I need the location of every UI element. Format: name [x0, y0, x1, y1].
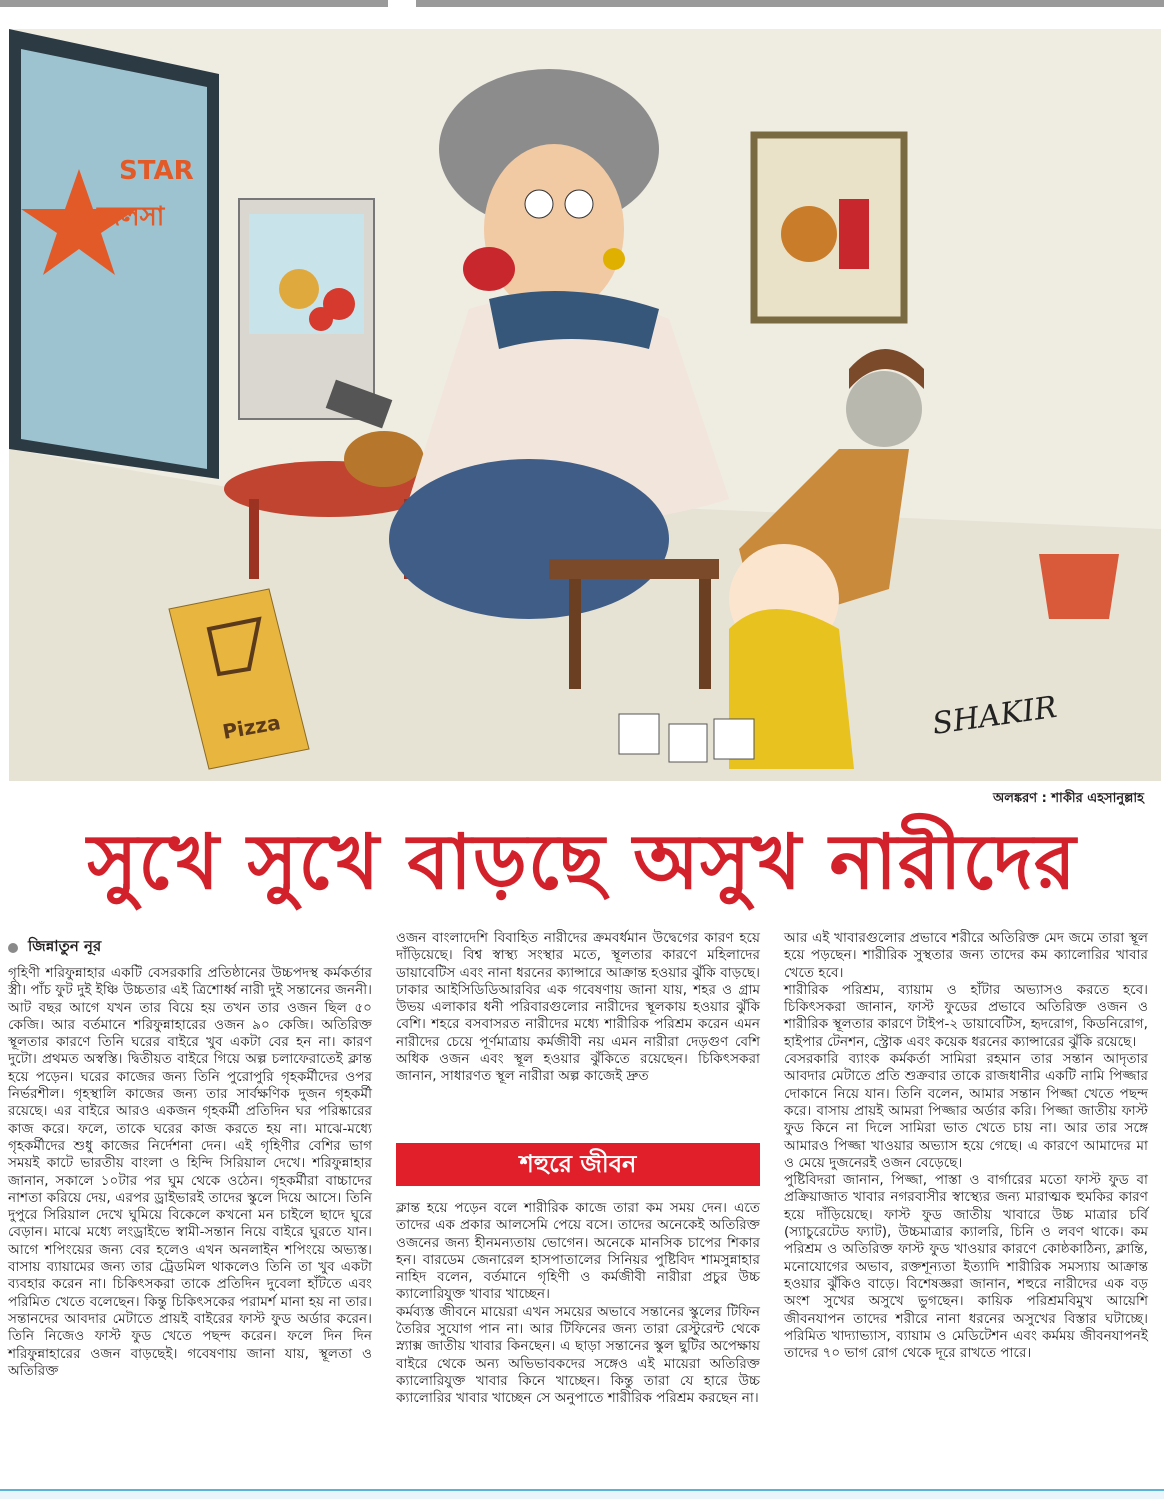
paragraph: শারীরিক পরিশ্রম, ব্যায়াম ও হাঁটার অভ্যাসও করতে হবে। চিকিৎসকরা জানান, ফাস্ট ফুডের প্রভাবে অতিরিক্ত ওজন ও শারীরিক স্থূলতার কারণে টাইপ-২ ডায়াবেটিস, হৃদরোগ, কিডনিরোগ, হাইপার টেনশন, স্ট্রোক এবং কয়েক ধরনের ক্যান্সারের ঝুঁকি রয়েছে। [784, 981, 1148, 1050]
subhead: শহুরে জীবন [396, 1143, 760, 1186]
illustration-credit: অলঙ্করণ : শাকীর এহসানুল্লাহ [993, 791, 1144, 806]
paragraph: আর এই খাবারগুলোর প্রভাবে শরীরে অতিরিক্ত মেদ জমে তারা স্থূল হয়ে পড়ছেন। শারীরিক সুস্থতার জন্য তাদের কম ক্যালোরির খাবার খেতে হবে। [784, 930, 1148, 981]
paragraph: গৃহিণী শরিফুন্নাহার একটি বেসরকারি প্রতিষ্ঠানের উচ্চপদস্থ কর্মকর্তার স্ত্রী। পাঁচ ফুট দুই ইঞ্চি উচ্চতার এই ত্রিশোর্ধ্ব নারী দুই সন্তানের জননী। আট বছর আগে যখন তার বিয়ে হয় তখন তার ওজন ছিল ৫০ কেজি। আর বর্তমানে শরিফুন্নাহারের ওজন ৯০ কেজি। অতিরিক্ত স্থূলতার কারণে তিনি ঘরের বাইরে খুব একটা বের হন না। কারণ দুটো। প্রথমত অস্বস্তি। দ্বিতীয়ত বাইরে গিয়ে অল্প চলাফেরাতেই ক্লান্ত হয়ে পড়েন। ঘরের কাজের জন্য তিনি পুরোপুরি গৃহকর্মীদের ওপর নির্ভরশীল। গৃহস্থালি কাজের জন্য তার সার্বক্ষণিক দুজন গৃহকর্মী রয়েছে। এর বাইরে আরও একজন গৃহকর্মী প্রতিদিন ঘর পরিষ্কারের কাজ করে। ফলে, তাকে ঘরের কাজ করতে হয় না। মাঝে-মধ্যে গৃহকর্মীদের শুধু কাজের নির্দেশনা দেন। এই গৃহিণীর বেশির ভাগ সময়ই কাটে ভারতীয় বাংলা ও হিন্দি সিরিয়াল দেখে। শরিফুন্নাহার জানান, সকালে ১০টার পর ঘুম থেকে ওঠেন। গৃহকর্মীরা বাচ্চাদের নাশতা করিয়ে দেয়, এরপর ড্রাইভারই তাদের স্কুলে দিয়ে আসে। তিনি দুপুরে সিরিয়াল দেখে ঘুমিয়ে বিকেলে কখনো মন চাইলে ছাদে ঘুরে বেড়ান। মাঝে মধ্যে লংড্রাইভে স্বামী-সন্তান নিয়ে বাইরে ঘুরতে যান। আগে শপিংয়ের জন্য বের হলেও এখন অনলাইন শপিংয়ে অভ্যস্ত। বাসায় ব্যায়ামের জন্য তার ট্রেডমিল থাকলেও তিনি তা খুব একটা ব্যবহার করেন না। চিকিৎসকরা তাকে প্রতিদিন দুবেলা হাঁটতে এবং পরিমিত খেতে বলেছেন। কিন্তু চিকিৎসকের পরামর্শ মানা হয় না তার। সন্তানদের আবদার মেটাতে প্রায়ই বাইরের ফাস্ট ফুড অর্ডার করেন। তিনি নিজেও ফাস্ট ফুড খেতে পছন্দ করেন। ফলে দিন দিন শরিফুন্নাহারের ওজন বাড়ছেই। গবেষণায় জানা যায়, স্থূলতা ও অতিরিক্ত [8, 965, 372, 1379]
woman-pants [389, 459, 669, 619]
paragraph: ক্লান্ত হয়ে পড়েন বলে শারীরিক কাজে তারা কম সময় দেন। এতে তাদের এক প্রকার আলসেমি পেয়ে বসে। তাদের অনেকেই অতিরিক্ত ওজনের জন্য হীনমন্যতায় ভোগেন। অনেকে মানসিক চাপের শিকার হন। বারডেম জেনারেল হাসপাতালের সিনিয়র পুষ্টিবিদ শামসুন্নাহার নাহিদ বলেন, বর্তমানে গৃহিণী ও কর্মজীবী নারীরা প্রচুর উচ্চ ক্যালোরিযুক্ত খাবার খাচ্ছেন। [396, 1200, 760, 1303]
top-rule-left [0, 0, 388, 7]
toy-block [669, 724, 707, 762]
burger-on-table [344, 431, 424, 487]
tv-logo-top: STAR [119, 156, 194, 186]
toy-block [619, 714, 659, 754]
column-3 [784, 930, 1148, 1362]
byline-author: জিন্নাতুন নূর [28, 937, 102, 955]
chair [549, 559, 719, 579]
top-rule-right [416, 0, 1164, 7]
toy-block [714, 719, 754, 759]
drink-icon [839, 199, 869, 269]
artist-signature: SHAKIR [930, 689, 1060, 742]
bucket [1039, 554, 1119, 619]
pizza-label: Pizza [220, 710, 283, 744]
paragraph: ওজন বাংলাদেশি বিবাহিত নারীদের ক্রমবর্ধমান উদ্বেগের কারণ হয়ে দাঁড়িয়েছে। বিশ্ব স্বাস্থ্য সংস্থার মতে, স্থূলতার কারণে মহিলাদের ডায়াবেটিস এবং নানা ধরনের ক্যান্সারে আক্রান্ত হওয়ার ঝুঁকি বাড়ছে। ঢাকার আইসিডিডিআরবির এক গবেষণায় জানা যায়, শহর ও গ্রাম উভয় এলাকার ধনী পরিবারগুলোর নারীদের স্থূলকায় হওয়ার ঝুঁকি বেশি। শহরে বসবাসরত নারীদের মধ্যে শারীরিক পরিশ্রম করেন এমন নারীদের চেয়ে পূর্ণমাত্রায় কর্মজীবী নয় এমন নারীরা দেড়গুণ বেশি অধিক ওজন এবং স্থূল হওয়ার ঝুঁকিতে রয়েছেন। চিকিৎসকরা জানান, সাধারণত স্থূল নারীরা অল্প কাজেই দ্রুত [396, 930, 760, 1085]
tv-logo-bottom: জলসা [97, 202, 165, 232]
paragraph: বেসরকারি ব্যাংক কর্মকর্তা সামিরা রহমান তার সন্তান আদৃতার আবদার মেটাতে প্রতি শুক্রবার তাকে রাজধানীর একটি নামি পিজ্জার দোকানে নিয়ে যান। তিনি বলেন, আমার সন্তান পিজ্জা খেতে পছন্দ করে। বাসায় প্রায়ই আমরা পিজ্জার অর্ডার করি। পিজ্জা জাতীয় ফাস্ট ফুড কিনে না দিলে সামিরা ভাত খেতে চায় না। আর তার সঙ্গে আমারও পিজ্জা খাওয়ার অভ্যাস হয়ে গেছে। এ কারণে আমাদের মা ও মেয়ে দুজনেরই ওজন বেড়েছে। [784, 1051, 1148, 1171]
paragraph: কর্মব্যস্ত জীবনে মায়েরা এখন সময়ের অভাবে সন্তানের স্কুলের টিফিন তৈরির সুযোগ পান না। আর টিফিনের জন্য তারা রেস্টুরেন্ট থেকে স্ন্যাক্স জাতীয় খাবার কিনছেন। এ ছাড়া সন্তানের স্কুল ছুটির অপেক্ষায় বাইরে থেকে অন্য অভিভাবকদের সঙ্গেও এই মায়েরা অতিরিক্ত ক্যালোরিযুক্ত খাবার কিনে খাচ্ছেন। কিন্তু তারা যে হারে উচ্চ ক্যালোরির খাবার খাচ্ছেন সে অনুপাতে শারীরিক পরিশ্রম করছেন না। [396, 1303, 760, 1407]
burger-icon [781, 206, 837, 262]
paragraph: পুষ্টিবিদরা জানান, পিজ্জা, পাস্তা ও বার্গারের মতো ফাস্ট ফুড বা প্রক্রিয়াজাত খাবার নগরবাসীর স্বাস্থ্যের জন্য মারাত্মক হুমকির কারণ হয়ে দাঁড়িয়েছে। ফাস্ট ফুড জাতীয় খাবারে উচ্চ মাত্রার চর্বি (স্যাচুরেটেড ফ্যাট), উচ্চমাত্রার ক্যালরি, চিনি ও লবণ থাকে। কম পরিশ্রম ও অতিরিক্ত ফাস্ট ফুড খাওয়ার কারণে কোষ্ঠকাঠিন্য, ক্লান্তি, মনোযোগের অভাব, রক্তশূন্যতা ইত্যাদি শারীরিক সমস্যায় আক্রান্ত হওয়ার ঝুঁকিও বাড়ে। বিশেষজ্ঞরা জানান, শহুরে নারীদের এক বড় অংশ সুখের অসুখে ভুগছেন। কায়িক পরিশ্রমবিমুখ আয়েশি জীবনযাপন তাদের শরীরে নানা ধরনের অসুখের বিস্তার ঘটাচ্ছে। পরিমিত খাদ্যাভ্যাস, ব্যায়াম ও মেডিটেশন এবং কর্মময় জীবনযাপনই তাদের ৭০ ভাগ রোগ থেকে দূরে রাখতে পারে। [784, 1172, 1148, 1362]
column-1 [8, 935, 372, 1380]
girl-face [846, 371, 922, 447]
bottom-rule [0, 1489, 1164, 1499]
column-2-bottom [396, 1200, 760, 1408]
headline: সুখে সুখে বাড়ছে অসুখ নারীদের [87, 817, 1077, 906]
column-2-top [396, 930, 760, 1086]
cartoon-illustration [9, 29, 1161, 781]
woman-face [484, 144, 624, 314]
